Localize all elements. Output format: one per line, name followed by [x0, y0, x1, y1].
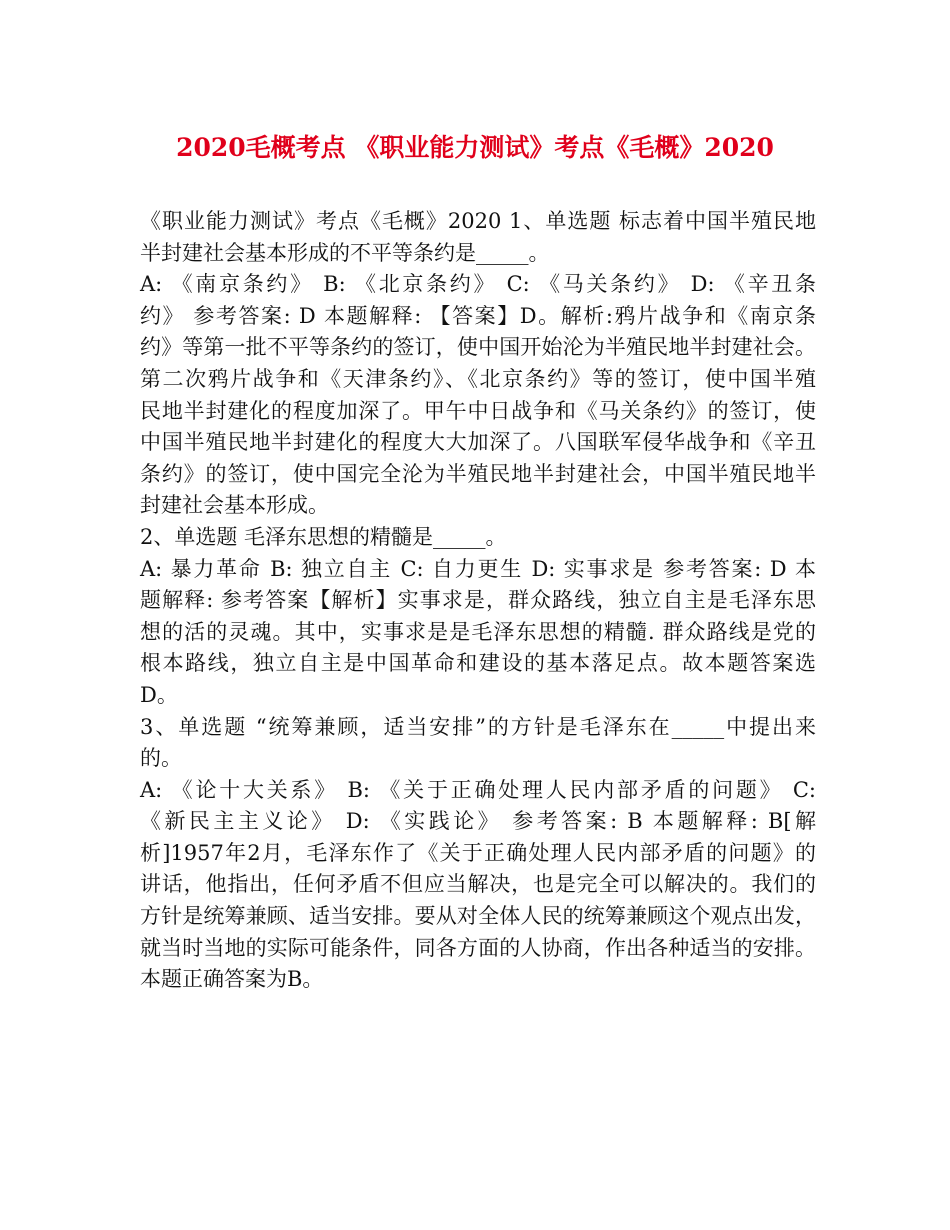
text-line: A: 《南京条约》 B: 《北京条约》 C: 《马关条约》 D: 《辛丑条 [140, 272, 816, 297]
text-line: 的。 [140, 746, 182, 771]
text-line: 条约》的签订，使中国完全沦为半殖民地半封建社会，中国半殖民地半 [140, 461, 816, 486]
text-line: 2、单选题 毛泽东思想的精髓是_____。 [140, 524, 507, 549]
text-line: 讲话，他指出，任何矛盾不但应当解决，也是完全可以解决的。我们的 [140, 872, 816, 897]
text-line: 题解释: 参考答案【解析】实事求是，群众路线，独立自主是毛泽东思 [140, 588, 816, 613]
text-line: 3、单选题 “统筹兼顾，适当安排”的方针是毛泽东在_____中提出来 [140, 714, 816, 739]
document-title: 2020毛概考点 《职业能力测试》考点《毛概》2020 [176, 133, 774, 162]
text-line: 约》 参考答案: D 本题解释: 【答案】D。解析:鸦片战争和《南京条 [140, 303, 816, 328]
text-line: 想的活的灵魂。其中，实事求是是毛泽东思想的精髓. 群众路线是党的 [140, 619, 816, 644]
text-line: 根本路线，独立自主是中国革命和建设的基本落足点。故本题答案选 [140, 651, 816, 676]
text-line: A: 《论十大关系》 B: 《关于正确处理人民内部矛盾的问题》 C: [140, 777, 816, 802]
text-line: 方针是统筹兼顾、适当安排。要从对全体人民的统筹兼顾这个观点出发， [140, 904, 816, 929]
text-line: 本题正确答案为B。 [140, 967, 324, 992]
text-line: 《新民主主义论》 D: 《实践论》 参考答案: B 本题解释: B[解 [140, 809, 816, 834]
text-line: 封建社会基本形成。 [140, 493, 329, 518]
text-line: 民地半封建化的程度加深了。甲午中日战争和《马关条约》的签订，使 [140, 398, 816, 423]
document-body [140, 206, 816, 996]
text-line: 就当时当地的实际可能条件，同各方面的人协商，作出各种适当的安排。 [140, 935, 816, 960]
text-line: 析]1957年2月，毛泽东作了《关于正确处理人民内部矛盾的问题》的 [140, 840, 816, 865]
text-line: A: 暴力革命 B: 独立自主 C: 自力更生 D: 实事求是 参考答案: D 本 [140, 556, 816, 581]
text-line: 中国半殖民地半封建化的程度大大加深了。八国联军侵华战争和《辛丑 [140, 430, 816, 455]
text-line: 第二次鸦片战争和《天津条约》、《北京条约》等的签订，使中国半殖 [140, 366, 816, 391]
text-line: 《职业能力测试》考点《毛概》2020 1、单选题 标志着中国半殖民地 [140, 209, 816, 233]
text-line: 半封建社会基本形成的不平等条约是_____。 [140, 240, 550, 265]
text-line: D。 [140, 682, 178, 707]
text-line: 约》等第一批不平等条约的签订，使中国开始沦为半殖民地半封建社会。 [140, 335, 816, 360]
